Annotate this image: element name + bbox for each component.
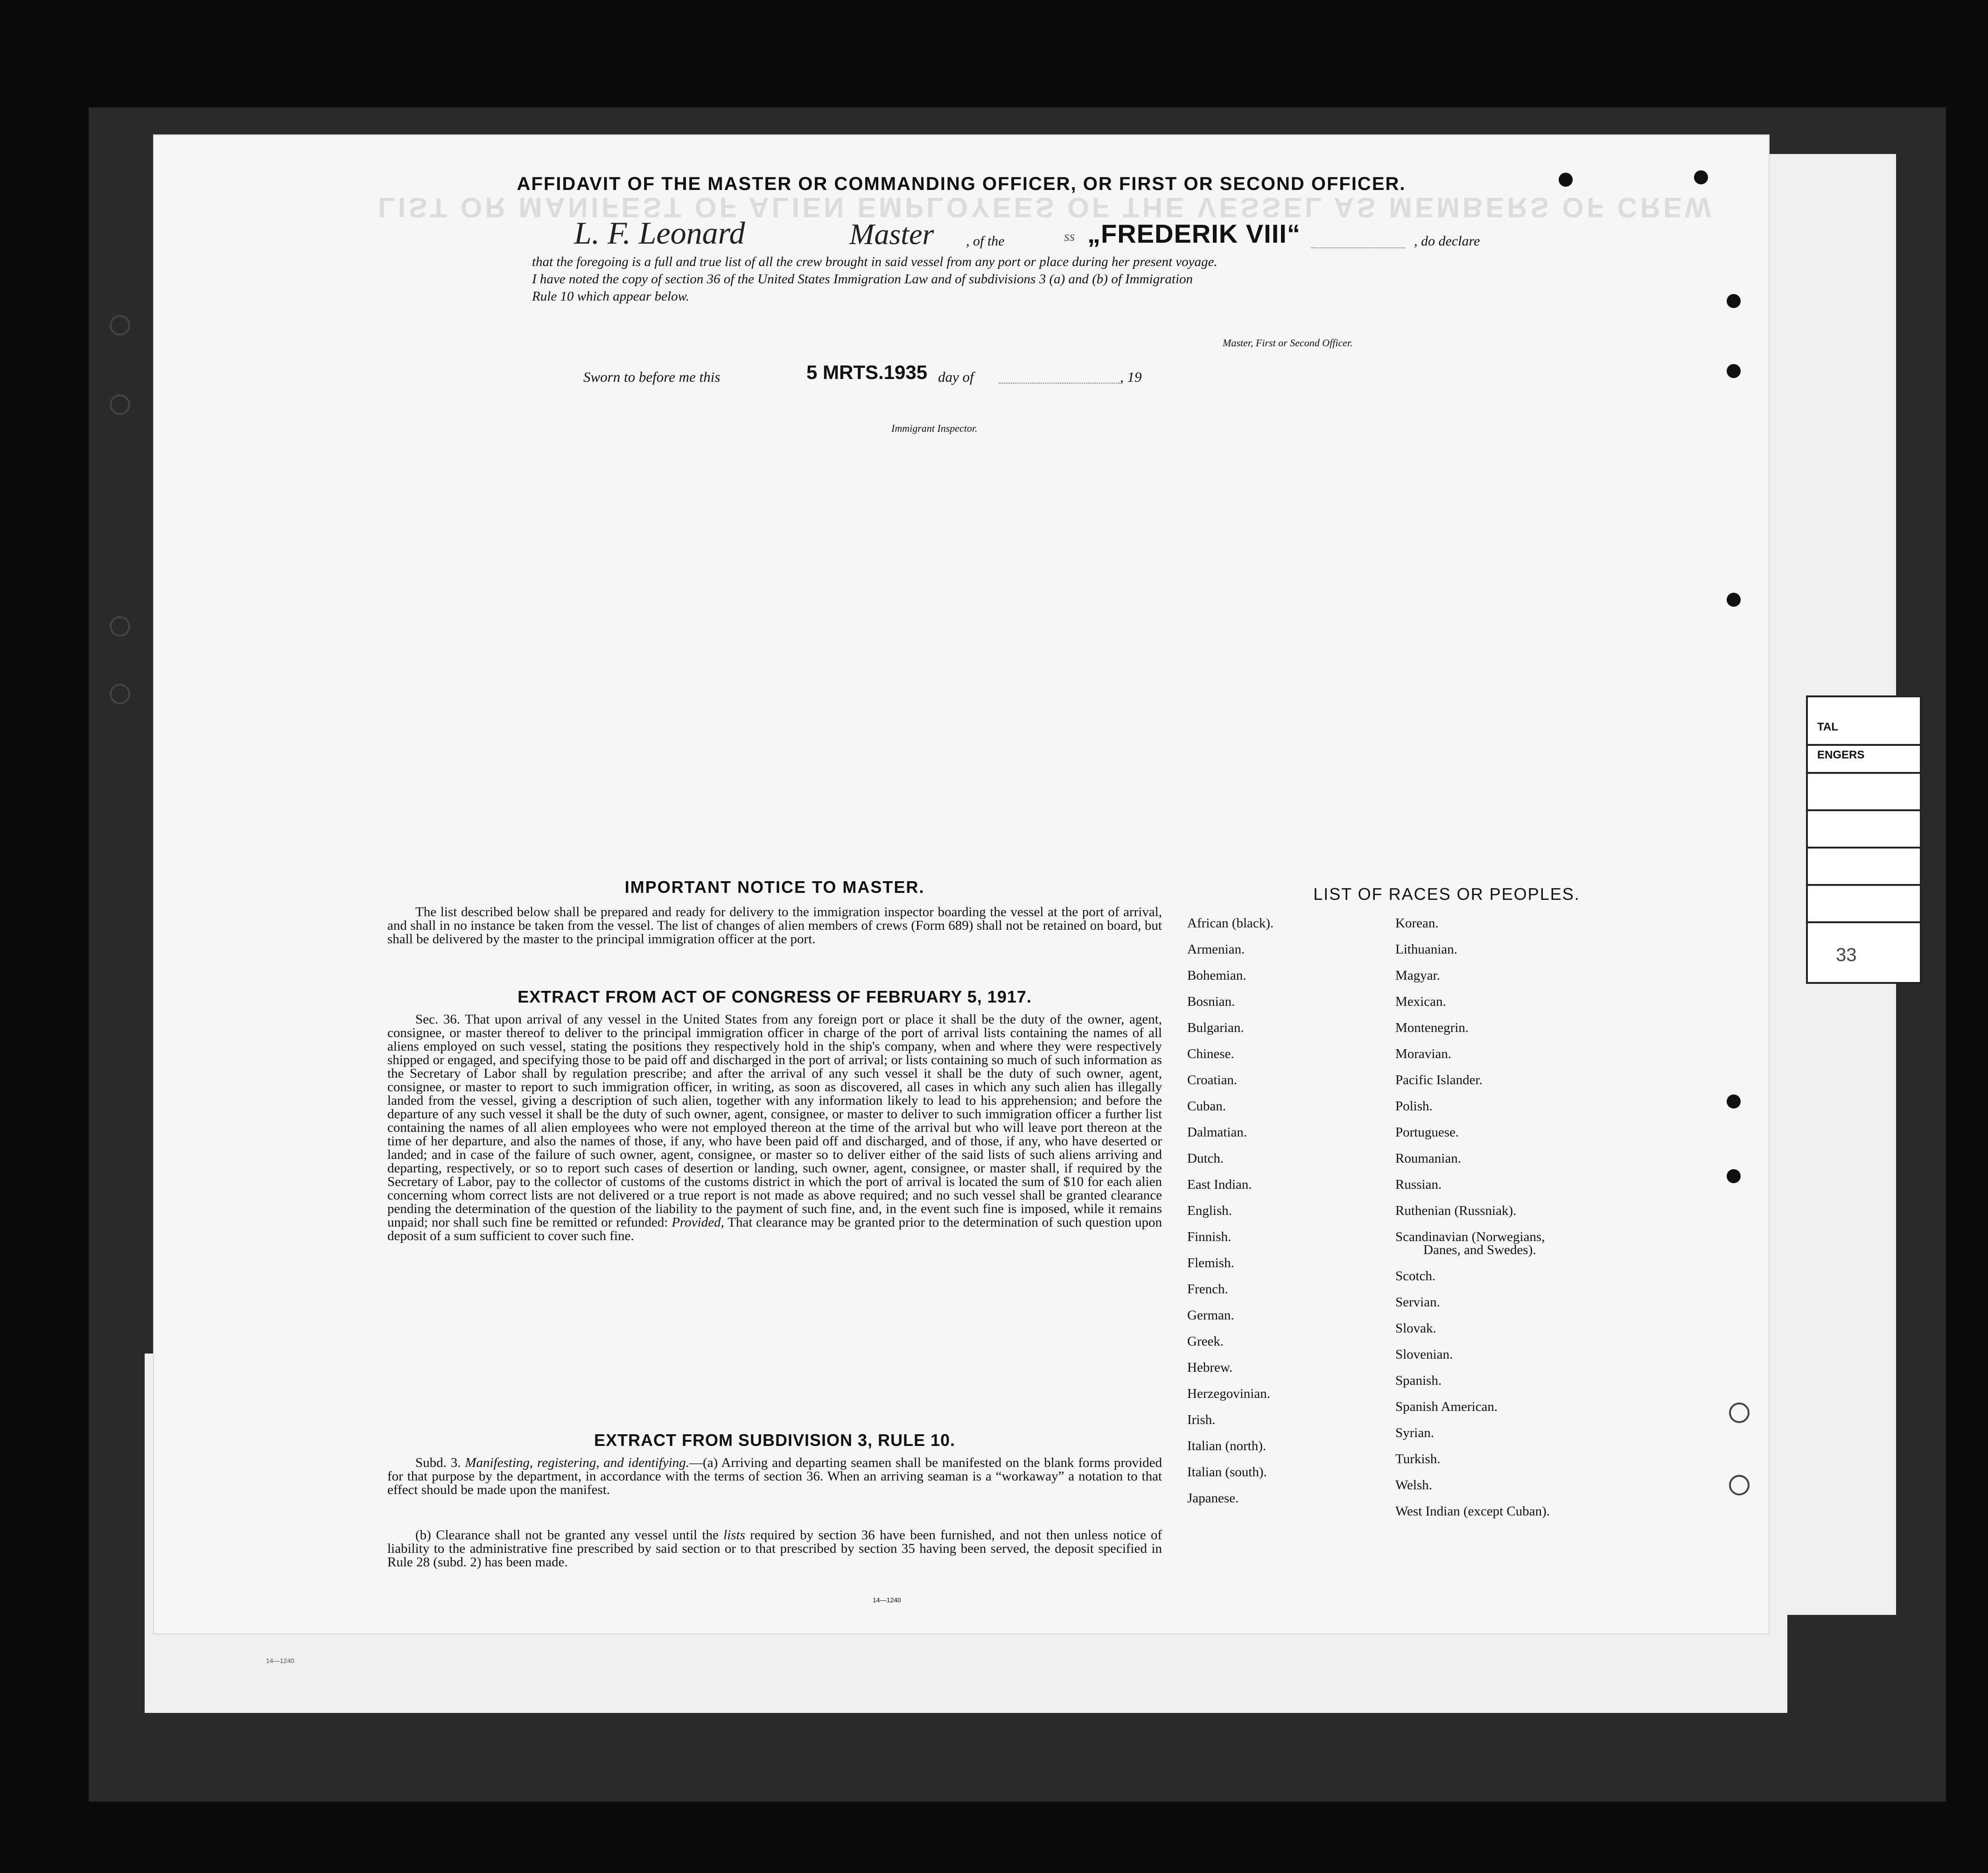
under-form-number: 14—1240 (266, 1657, 294, 1664)
race-item: English. (1187, 1203, 1232, 1218)
side-table-rule (1808, 884, 1920, 886)
binding-ring (110, 684, 130, 704)
race-item: Syrian. (1395, 1425, 1434, 1440)
races-left-column (1187, 910, 1274, 1511)
extract2-title: EXTRACT FROM SUBDIVISION 3, RULE 10. (594, 1431, 956, 1450)
race-item: Hebrew. (1187, 1360, 1233, 1375)
side-table-rule (1808, 921, 1920, 923)
race-item: East Indian. (1187, 1177, 1252, 1192)
officer-signature: L. F. Leonard (574, 215, 745, 251)
races-right-column (1395, 910, 1550, 1524)
affidavit-text-line3: Rule 10 which appear below. (532, 289, 689, 304)
race-item: Japanese. (1187, 1491, 1239, 1506)
of-the-label: , of the (966, 233, 1005, 249)
inspector-label: Immigrant Inspector. (891, 422, 978, 434)
blank-line (1311, 247, 1405, 248)
race-item: Croatian. (1187, 1073, 1238, 1087)
race-item: Russian. (1395, 1177, 1442, 1192)
blank-line (999, 383, 1120, 384)
race-item: Roumanian. (1395, 1151, 1461, 1166)
sec36-body: That upon arrival of any vessel in the United States from any foreign port or place it shall be the duty of the owner, agent, consignee, or master thereof to deliver to the principal immigration officer in charge of the port of arrival lists containing the names of all aliens employed on such vessel, stating the positions they respectively hold in the ship's company, when and where they were respectively shipped or engaged, and specifying those to be paid off and discharged in the port of arrival; or lists containing so much of such information as the Secretary of Labor shall by regulation prescribe; and after the arrival of any such vessel it shall be the duty of such owner, agent, consignee, or master to report to such immigration officer, in writing, as soon as discovered, all cases in which any such alien has illegally landed from the vessel, giving a description of such alien, together with any information likely to lead to his apprehension; and before the departure of any such vessel it shall be the duty of such owner, agent, consignee, or master to deliver to such immigration officer a further list containing the names of all alien employees who were not employed thereon at the time of the arrival but who will leave port thereon at the time of her departure, and also the names of those, if any, who have been paid off and discharged, and of those, if any, who have deserted or landed; and in case of the failure of such owner, agent, consignee, or master so to deliver either of the said lists of such aliens arriving and departing, respectively, or so to report such cases of desertion or landing, such owner, agent, consignee, or master shall, if required by the Secretary of Labor, pay to the collector of customs of the customs district in which the port of arrival is located the sum of $10 for each alien concerning whom correct lists are not delivered or a true report is not made as above required; and no such vessel shall be granted clearance pending the determination of the question of the liability to the payment of such fine, and, in the event such fine is imposed, while it remains unpaid; nor shall such fine be remitted or refunded: (387, 1012, 1162, 1230)
race-item: West Indian (except Cuban). (1395, 1504, 1550, 1519)
side-table-header2: ENGERS (1817, 749, 1865, 761)
notice-paragraph: The list described below shall be prepared and ready for delivery to the immigration inspector boarding the vessel at the port of arrival, and shall in no instance be taken from the vessel. The list of changes of alien members of crews (Form 689) shall not be retained on board, but shall be delivered by the master to the principal immigration officer at the port. (387, 905, 1162, 947)
punch-hole (1727, 593, 1741, 607)
race-item: Italian (south). (1187, 1465, 1267, 1480)
subd3-label: Subd. 3. (415, 1455, 461, 1470)
subd3-b-1: (b) Clearance shall not be granted any vessel until the (415, 1528, 719, 1543)
races-title: LIST OF RACES OR PEOPLES. (1313, 884, 1580, 904)
affidavit-text-line1: that the foregoing is a full and true list of all the crew brought in said vessel from any port or place during her present voyage. (532, 254, 1218, 269)
race-item: Cuban. (1187, 1099, 1226, 1114)
handwritten-title: Master (849, 217, 934, 251)
race-item: Bulgarian. (1187, 1020, 1244, 1035)
subd3-b-text (387, 1529, 1162, 1569)
punch-hole (1727, 1094, 1741, 1108)
race-item: Scotch. (1395, 1269, 1436, 1284)
race-item: Danes, and Swedes). (1423, 1242, 1536, 1257)
subd3-heading: Manifesting, registering, and identifying. (465, 1455, 689, 1470)
side-table-count: 33 (1836, 945, 1857, 965)
manifest-sheet (154, 135, 1769, 1634)
race-item: Polish. (1395, 1099, 1433, 1114)
race-item: Flemish. (1187, 1256, 1234, 1270)
vessel-name-stamp: „FREDERIK VIII“ (1087, 219, 1301, 248)
subd3-a-text (387, 1456, 1162, 1497)
subd3-a: —(a) Arriving and departing seamen shall be manifested on the blank forms provided for that purpose by the department, in accordance with the terms of section 36. When an arriving seaman is a “workaway” a notation to that effect should be made upon the manifest. (387, 1455, 1162, 1497)
side-table-rule (1808, 809, 1920, 811)
race-item: Lithuanian. (1395, 942, 1457, 957)
side-totals-table (1806, 695, 1922, 984)
year-prefix: , 19 (1120, 369, 1142, 385)
race-item: Slovak. (1395, 1321, 1436, 1336)
race-item: Chinese. (1187, 1046, 1234, 1061)
race-item: Magyar. (1395, 968, 1440, 983)
race-item: Montenegrin. (1395, 1020, 1469, 1035)
binding-ring (110, 616, 130, 637)
bleed-through-heading: LIST OR MANIFEST OF ALIEN EMPLOYEES OF THE VESSEL AS MEMBERS OF CREW (378, 192, 1714, 223)
side-table-rule (1808, 744, 1920, 746)
race-item: Spanish. (1395, 1373, 1442, 1388)
race-item: Mexican. (1395, 994, 1446, 1009)
race-item: Armenian. (1187, 942, 1245, 957)
race-item: Dalmatian. (1187, 1125, 1247, 1140)
race-item: Finnish. (1187, 1229, 1232, 1244)
race-item: Greek. (1187, 1334, 1224, 1349)
binding-ring (1729, 1403, 1750, 1423)
affidavit-heading: AFFIDAVIT OF THE MASTER OR COMMANDING OFFICER, OR FIRST OR SECOND OFFICER. (517, 174, 1406, 194)
race-item: Turkish. (1395, 1452, 1441, 1466)
race-item: Herzegovinian. (1187, 1386, 1270, 1401)
subd3-b-2: required by section 36 have been furnished, and not then unless notice of liability to the administrative fine prescribed by said section or to that prescribed by section 35 having been served, the deposit specified in Rule 28 (subd. 2) has been made. (387, 1528, 1162, 1570)
binding-ring (110, 394, 130, 415)
race-item: Italian (north). (1187, 1438, 1267, 1453)
race-item: Servian. (1395, 1295, 1440, 1310)
side-table-rule (1808, 772, 1920, 774)
race-item: Welsh. (1395, 1478, 1433, 1493)
race-item: Scandinavian (Norwegians, (1395, 1229, 1545, 1244)
sec36-tail: That clearance may be granted prior to the determination of such question upon deposit of a sum sufficient to cover such fine. (387, 1215, 1162, 1243)
date-stamp: 5 MRTS.1935 (806, 361, 928, 383)
race-item: French. (1187, 1282, 1228, 1297)
race-item: Dutch. (1187, 1151, 1224, 1166)
punch-hole (1727, 364, 1741, 378)
master-officer-label: Master, First or Second Officer. (1223, 337, 1353, 349)
affidavit-text-line2: I have noted the copy of section 36 of the United States Immigration Law and of subdivisions 3 (a) and (b) of Immigration (532, 272, 1193, 287)
race-item: Spanish American. (1395, 1399, 1498, 1414)
form-number: 14—1240 (873, 1596, 901, 1604)
ss-prefix: ss (1064, 229, 1075, 244)
race-item: Moravian. (1395, 1046, 1451, 1061)
race-item: Slovenian. (1395, 1347, 1453, 1362)
race-item: African (black). (1187, 916, 1274, 931)
subd3-b-lists: lists (723, 1528, 745, 1543)
race-item: German. (1187, 1308, 1234, 1323)
race-item: Bosnian. (1187, 994, 1235, 1009)
race-item: Portuguese. (1395, 1125, 1459, 1140)
binding-ring (110, 315, 130, 336)
side-table-header1: TAL (1817, 721, 1838, 733)
side-table-rule (1808, 847, 1920, 849)
race-item: Bohemian. (1187, 968, 1246, 983)
race-item: Pacific Islander. (1395, 1073, 1483, 1087)
race-item: Ruthenian (Russniak). (1395, 1203, 1517, 1218)
do-declare-label: , do declare (1414, 233, 1480, 249)
punch-hole (1727, 294, 1741, 308)
race-item: Irish. (1187, 1412, 1216, 1427)
day-of-label: day of (938, 369, 974, 385)
notice-title: IMPORTANT NOTICE TO MASTER. (624, 877, 925, 897)
sec36-label: Sec. 36. (415, 1012, 461, 1027)
sworn-text: Sworn to before me this (583, 369, 721, 385)
sec36-proviso: Provided, (672, 1215, 724, 1230)
binding-ring (1729, 1475, 1750, 1495)
punch-hole (1727, 1169, 1741, 1183)
race-item: Korean. (1395, 916, 1439, 931)
sec36-text (387, 1013, 1162, 1243)
extract1-title: EXTRACT FROM ACT OF CONGRESS OF FEBRUARY 5, 1917. (518, 987, 1032, 1006)
